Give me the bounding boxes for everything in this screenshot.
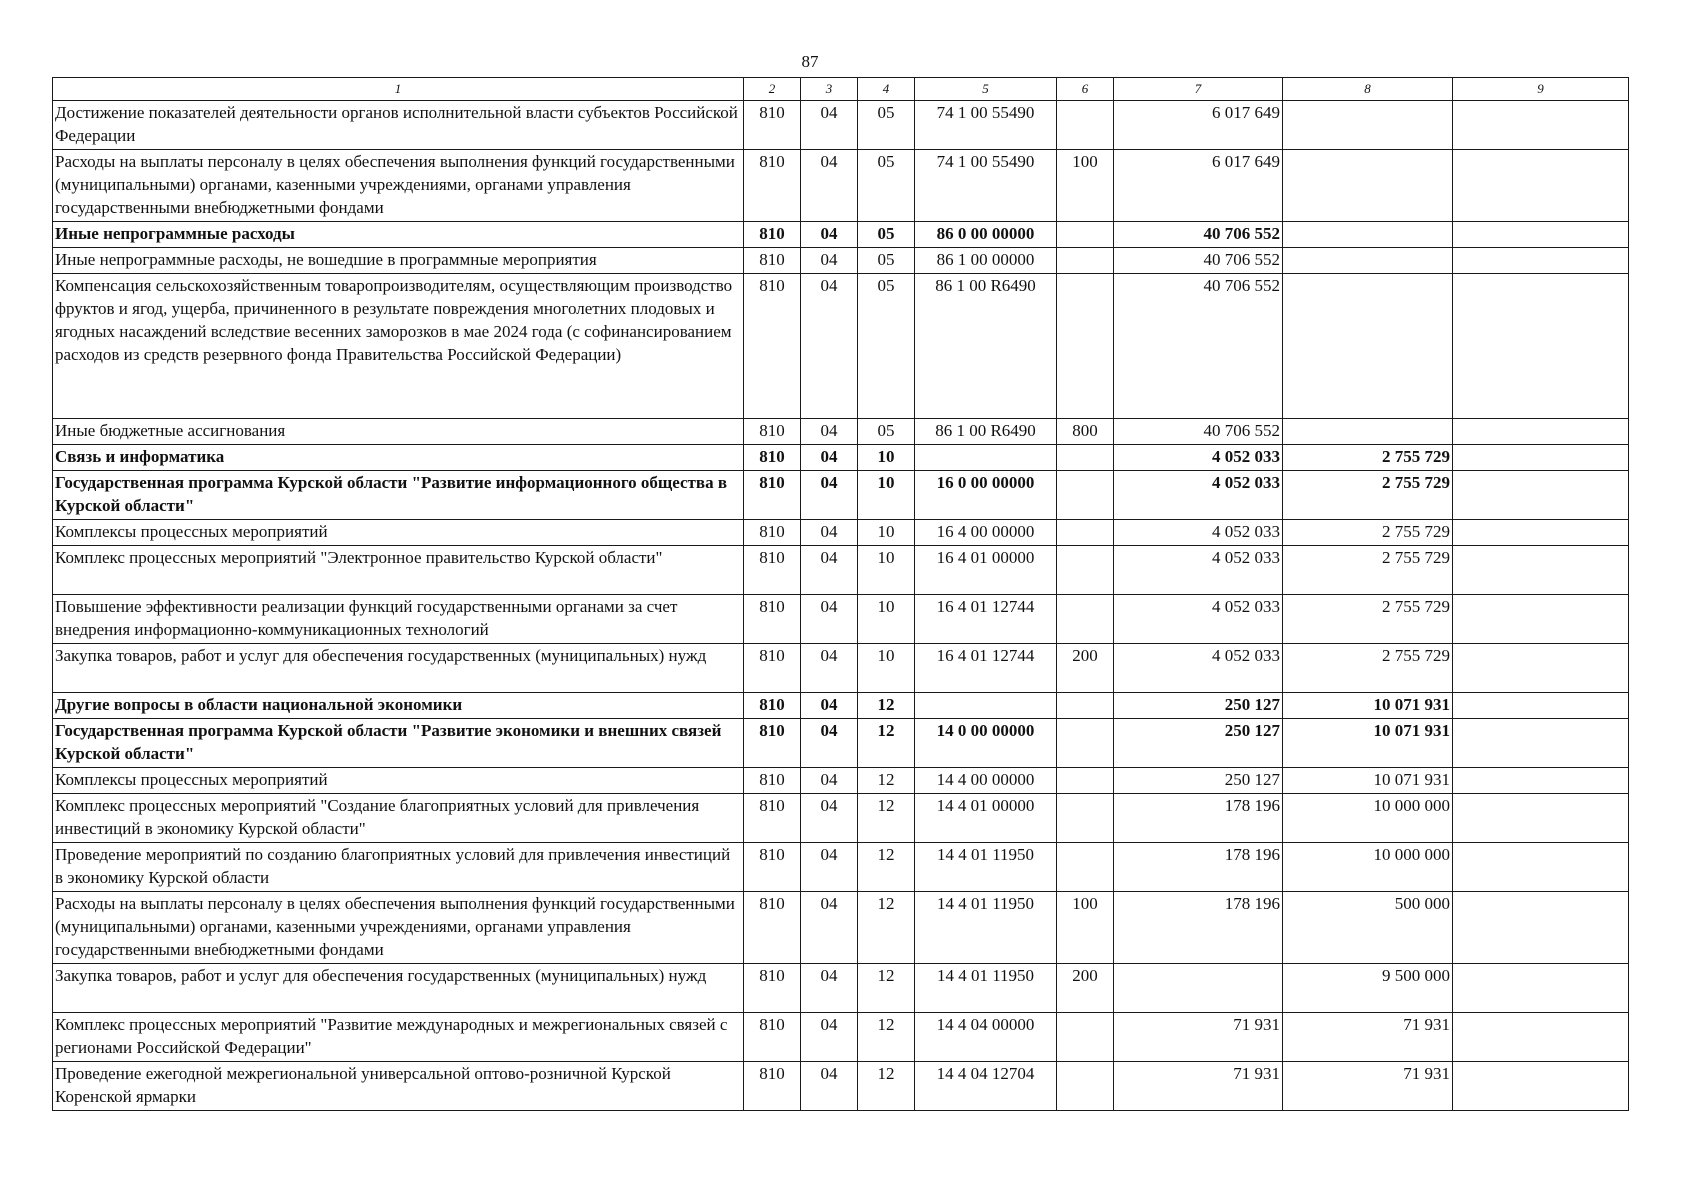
cell-4: 10 (858, 546, 915, 595)
cell-4: 12 (858, 768, 915, 794)
row-name: Иные бюджетные ассигнования (53, 419, 744, 445)
row-name: Проведение мероприятий по созданию благоприятных условий для привлечения инвестиций в экономику Курской области (53, 843, 744, 892)
cell-3: 04 (801, 520, 858, 546)
cell-2: 810 (744, 274, 801, 419)
cell-4: 12 (858, 892, 915, 964)
cell-4: 10 (858, 471, 915, 520)
cell-7: 4 052 033 (1114, 520, 1283, 546)
cell-4: 10 (858, 644, 915, 693)
cell-5: 86 1 00 R6490 (915, 419, 1057, 445)
cell-4: 05 (858, 150, 915, 222)
table-row (53, 222, 1629, 248)
cell-3: 04 (801, 964, 858, 1013)
cell-2: 810 (744, 222, 801, 248)
cell-7: 4 052 033 (1114, 471, 1283, 520)
cell-3: 04 (801, 150, 858, 222)
cell-6 (1057, 248, 1114, 274)
table-row (53, 719, 1629, 768)
cell-2: 810 (744, 150, 801, 222)
row-name: Связь и информатика (53, 445, 744, 471)
table-row (53, 595, 1629, 644)
cell-5: 74 1 00 55490 (915, 150, 1057, 222)
cell-4: 12 (858, 964, 915, 1013)
cell-6: 200 (1057, 964, 1114, 1013)
cell-3: 04 (801, 843, 858, 892)
cell-3: 04 (801, 595, 858, 644)
cell-7: 250 127 (1114, 693, 1283, 719)
cell-8 (1283, 274, 1453, 419)
table-row (53, 419, 1629, 445)
cell-8: 2 755 729 (1283, 520, 1453, 546)
cell-5: 14 4 01 11950 (915, 892, 1057, 964)
cell-6 (1057, 471, 1114, 520)
table-row (53, 644, 1629, 693)
cell-4: 10 (858, 520, 915, 546)
row-name: Расходы на выплаты персоналу в целях обеспечения выполнения функций государственными (муниципальными) органами, казенными учреждениями, органами управления государственными внебюджетными фондами (53, 150, 744, 222)
cell-2: 810 (744, 719, 801, 768)
cell-3: 04 (801, 892, 858, 964)
cell-6 (1057, 719, 1114, 768)
header-col-9: 9 (1453, 78, 1629, 101)
table-row (53, 892, 1629, 964)
row-name: Достижение показателей деятельности органов исполнительной власти субъектов Российской Федерации (53, 101, 744, 150)
cell-9 (1453, 644, 1629, 693)
row-name: Проведение ежегодной межрегиональной универсальной оптово-розничной Курской Коренской ярмарки (53, 1062, 744, 1111)
cell-7: 4 052 033 (1114, 546, 1283, 595)
cell-3: 04 (801, 248, 858, 274)
table-row (53, 693, 1629, 719)
cell-2: 810 (744, 520, 801, 546)
table-row (53, 150, 1629, 222)
cell-9 (1453, 1062, 1629, 1111)
table-row (53, 248, 1629, 274)
cell-3: 04 (801, 471, 858, 520)
cell-5: 16 0 00 00000 (915, 471, 1057, 520)
cell-2: 810 (744, 794, 801, 843)
cell-4: 12 (858, 794, 915, 843)
cell-4: 12 (858, 1013, 915, 1062)
header-col-4: 4 (858, 78, 915, 101)
cell-6: 200 (1057, 644, 1114, 693)
table-row (53, 546, 1629, 595)
cell-8: 10 071 931 (1283, 693, 1453, 719)
cell-8: 71 931 (1283, 1013, 1453, 1062)
cell-5: 16 4 00 00000 (915, 520, 1057, 546)
cell-3: 04 (801, 719, 858, 768)
cell-2: 810 (744, 843, 801, 892)
header-col-3: 3 (801, 78, 858, 101)
cell-8: 2 755 729 (1283, 546, 1453, 595)
table-row (53, 274, 1629, 419)
cell-5: 86 1 00 00000 (915, 248, 1057, 274)
cell-6 (1057, 546, 1114, 595)
cell-7: 71 931 (1114, 1062, 1283, 1111)
cell-6 (1057, 520, 1114, 546)
cell-4: 05 (858, 222, 915, 248)
cell-7: 40 706 552 (1114, 248, 1283, 274)
table-row (53, 964, 1629, 1013)
cell-3: 04 (801, 419, 858, 445)
cell-8: 500 000 (1283, 892, 1453, 964)
cell-2: 810 (744, 768, 801, 794)
cell-9 (1453, 768, 1629, 794)
cell-8: 10 071 931 (1283, 768, 1453, 794)
cell-6 (1057, 101, 1114, 150)
cell-9 (1453, 445, 1629, 471)
row-name: Комплекс процессных мероприятий "Создание благоприятных условий для привлечения инвестиций в экономику Курской области" (53, 794, 744, 843)
cell-9 (1453, 101, 1629, 150)
header-col-5: 5 (915, 78, 1057, 101)
row-name: Закупка товаров, работ и услуг для обеспечения государственных (муниципальных) нужд (53, 644, 744, 693)
cell-2: 810 (744, 892, 801, 964)
cell-6 (1057, 274, 1114, 419)
cell-8: 2 755 729 (1283, 595, 1453, 644)
cell-7: 250 127 (1114, 768, 1283, 794)
row-name: Компенсация сельскохозяйственным товаропроизводителям, осуществляющим производство фруктов и ягод, ущерба, причиненного в результате повреждения многолетних плодовых и ягодных насаждений вследствие весенних заморозков в мае 2024 года (с софинансированием расходов из средств резервного фонда Правительства Российской Федерации) (53, 274, 744, 419)
table-row (53, 520, 1629, 546)
header-col-7: 7 (1114, 78, 1283, 101)
cell-6: 100 (1057, 150, 1114, 222)
cell-9 (1453, 595, 1629, 644)
cell-8: 10 071 931 (1283, 719, 1453, 768)
cell-4: 05 (858, 419, 915, 445)
header-row (53, 78, 1629, 101)
cell-6 (1057, 222, 1114, 248)
table-row (53, 768, 1629, 794)
cell-7 (1114, 964, 1283, 1013)
cell-7: 4 052 033 (1114, 644, 1283, 693)
cell-9 (1453, 248, 1629, 274)
row-name: Комплексы процессных мероприятий (53, 520, 744, 546)
cell-9 (1453, 520, 1629, 546)
cell-5: 14 4 01 00000 (915, 794, 1057, 843)
cell-6 (1057, 843, 1114, 892)
cell-2: 810 (744, 419, 801, 445)
cell-8: 9 500 000 (1283, 964, 1453, 1013)
cell-3: 04 (801, 274, 858, 419)
cell-5: 14 0 00 00000 (915, 719, 1057, 768)
cell-9 (1453, 150, 1629, 222)
cell-2: 810 (744, 445, 801, 471)
cell-5: 86 0 00 00000 (915, 222, 1057, 248)
cell-8: 10 000 000 (1283, 843, 1453, 892)
row-name: Расходы на выплаты персоналу в целях обеспечения выполнения функций государственными (муниципальными) органами, казенными учреждениями, органами управления государственными внебюджетными фондами (53, 892, 744, 964)
cell-4: 05 (858, 248, 915, 274)
table-row (53, 843, 1629, 892)
cell-2: 810 (744, 1062, 801, 1111)
cell-5: 74 1 00 55490 (915, 101, 1057, 150)
cell-6 (1057, 595, 1114, 644)
cell-8 (1283, 248, 1453, 274)
cell-4: 05 (858, 101, 915, 150)
cell-4: 12 (858, 1062, 915, 1111)
header-col-8: 8 (1283, 78, 1453, 101)
cell-6: 100 (1057, 892, 1114, 964)
table-row (53, 101, 1629, 150)
cell-7: 178 196 (1114, 843, 1283, 892)
cell-7: 40 706 552 (1114, 222, 1283, 248)
budget-table (52, 77, 1629, 1111)
cell-6 (1057, 693, 1114, 719)
cell-2: 810 (744, 595, 801, 644)
cell-8 (1283, 419, 1453, 445)
cell-9 (1453, 843, 1629, 892)
cell-6 (1057, 445, 1114, 471)
cell-6 (1057, 1062, 1114, 1111)
cell-4: 10 (858, 595, 915, 644)
table-row (53, 445, 1629, 471)
cell-5: 14 4 04 12704 (915, 1062, 1057, 1111)
cell-2: 810 (744, 693, 801, 719)
cell-2: 810 (744, 101, 801, 150)
cell-2: 810 (744, 248, 801, 274)
cell-3: 04 (801, 101, 858, 150)
row-name: Другие вопросы в области национальной экономики (53, 693, 744, 719)
cell-5: 86 1 00 R6490 (915, 274, 1057, 419)
cell-3: 04 (801, 1062, 858, 1111)
cell-9 (1453, 892, 1629, 964)
cell-9 (1453, 964, 1629, 1013)
row-name: Иные непрограммные расходы (53, 222, 744, 248)
cell-5: 14 4 00 00000 (915, 768, 1057, 794)
cell-3: 04 (801, 546, 858, 595)
table-row (53, 794, 1629, 843)
cell-7: 178 196 (1114, 794, 1283, 843)
cell-7: 40 706 552 (1114, 419, 1283, 445)
cell-4: 12 (858, 843, 915, 892)
cell-2: 810 (744, 1013, 801, 1062)
cell-5: 16 4 01 12744 (915, 644, 1057, 693)
cell-9 (1453, 794, 1629, 843)
cell-5: 14 4 01 11950 (915, 964, 1057, 1013)
cell-3: 04 (801, 1013, 858, 1062)
table-row (53, 1062, 1629, 1111)
cell-9 (1453, 1013, 1629, 1062)
cell-3: 04 (801, 794, 858, 843)
cell-8: 2 755 729 (1283, 471, 1453, 520)
cell-7: 4 052 033 (1114, 445, 1283, 471)
cell-9 (1453, 274, 1629, 419)
row-name: Комплекс процессных мероприятий "Развитие международных и межрегиональных связей с регионами Российской Федерации" (53, 1013, 744, 1062)
cell-9 (1453, 693, 1629, 719)
cell-5 (915, 445, 1057, 471)
cell-9 (1453, 471, 1629, 520)
row-name: Государственная программа Курской области "Развитие информационного общества в Курской области" (53, 471, 744, 520)
cell-5: 16 4 01 12744 (915, 595, 1057, 644)
cell-6: 800 (1057, 419, 1114, 445)
cell-4: 12 (858, 719, 915, 768)
cell-8: 10 000 000 (1283, 794, 1453, 843)
cell-8: 2 755 729 (1283, 445, 1453, 471)
cell-2: 810 (744, 964, 801, 1013)
header-col-6: 6 (1057, 78, 1114, 101)
cell-7: 6 017 649 (1114, 150, 1283, 222)
cell-6 (1057, 1013, 1114, 1062)
cell-4: 12 (858, 693, 915, 719)
cell-5 (915, 693, 1057, 719)
cell-8: 71 931 (1283, 1062, 1453, 1111)
cell-5: 14 4 04 00000 (915, 1013, 1057, 1062)
table-row (53, 471, 1629, 520)
header-col-1: 1 (53, 78, 744, 101)
row-name: Иные непрограммные расходы, не вошедшие в программные мероприятия (53, 248, 744, 274)
row-name: Государственная программа Курской области "Развитие экономики и внешних связей Курской области" (53, 719, 744, 768)
page-number: 87 (801, 52, 819, 71)
cell-9 (1453, 222, 1629, 248)
cell-3: 04 (801, 768, 858, 794)
cell-3: 04 (801, 445, 858, 471)
cell-7: 71 931 (1114, 1013, 1283, 1062)
cell-9 (1453, 719, 1629, 768)
cell-2: 810 (744, 546, 801, 595)
table-row (53, 1013, 1629, 1062)
cell-8 (1283, 150, 1453, 222)
cell-7: 178 196 (1114, 892, 1283, 964)
cell-2: 810 (744, 471, 801, 520)
cell-7: 6 017 649 (1114, 101, 1283, 150)
cell-7: 4 052 033 (1114, 595, 1283, 644)
header-col-2: 2 (744, 78, 801, 101)
cell-4: 10 (858, 445, 915, 471)
cell-5: 16 4 01 00000 (915, 546, 1057, 595)
cell-7: 40 706 552 (1114, 274, 1283, 419)
cell-6 (1057, 768, 1114, 794)
cell-3: 04 (801, 222, 858, 248)
cell-8 (1283, 101, 1453, 150)
cell-7: 250 127 (1114, 719, 1283, 768)
row-name: Закупка товаров, работ и услуг для обеспечения государственных (муниципальных) нужд (53, 964, 744, 1013)
row-name: Комплексы процессных мероприятий (53, 768, 744, 794)
row-name: Комплекс процессных мероприятий "Электронное правительство Курской области" (53, 546, 744, 595)
table-body (53, 101, 1629, 1111)
cell-9 (1453, 419, 1629, 445)
row-name: Повышение эффективности реализации функций государственными органами за счет внедрения информационно-коммуникационных технологий (53, 595, 744, 644)
cell-6 (1057, 794, 1114, 843)
cell-8: 2 755 729 (1283, 644, 1453, 693)
cell-8 (1283, 222, 1453, 248)
cell-3: 04 (801, 693, 858, 719)
cell-5: 14 4 01 11950 (915, 843, 1057, 892)
cell-4: 05 (858, 274, 915, 419)
cell-9 (1453, 546, 1629, 595)
cell-2: 810 (744, 644, 801, 693)
cell-3: 04 (801, 644, 858, 693)
